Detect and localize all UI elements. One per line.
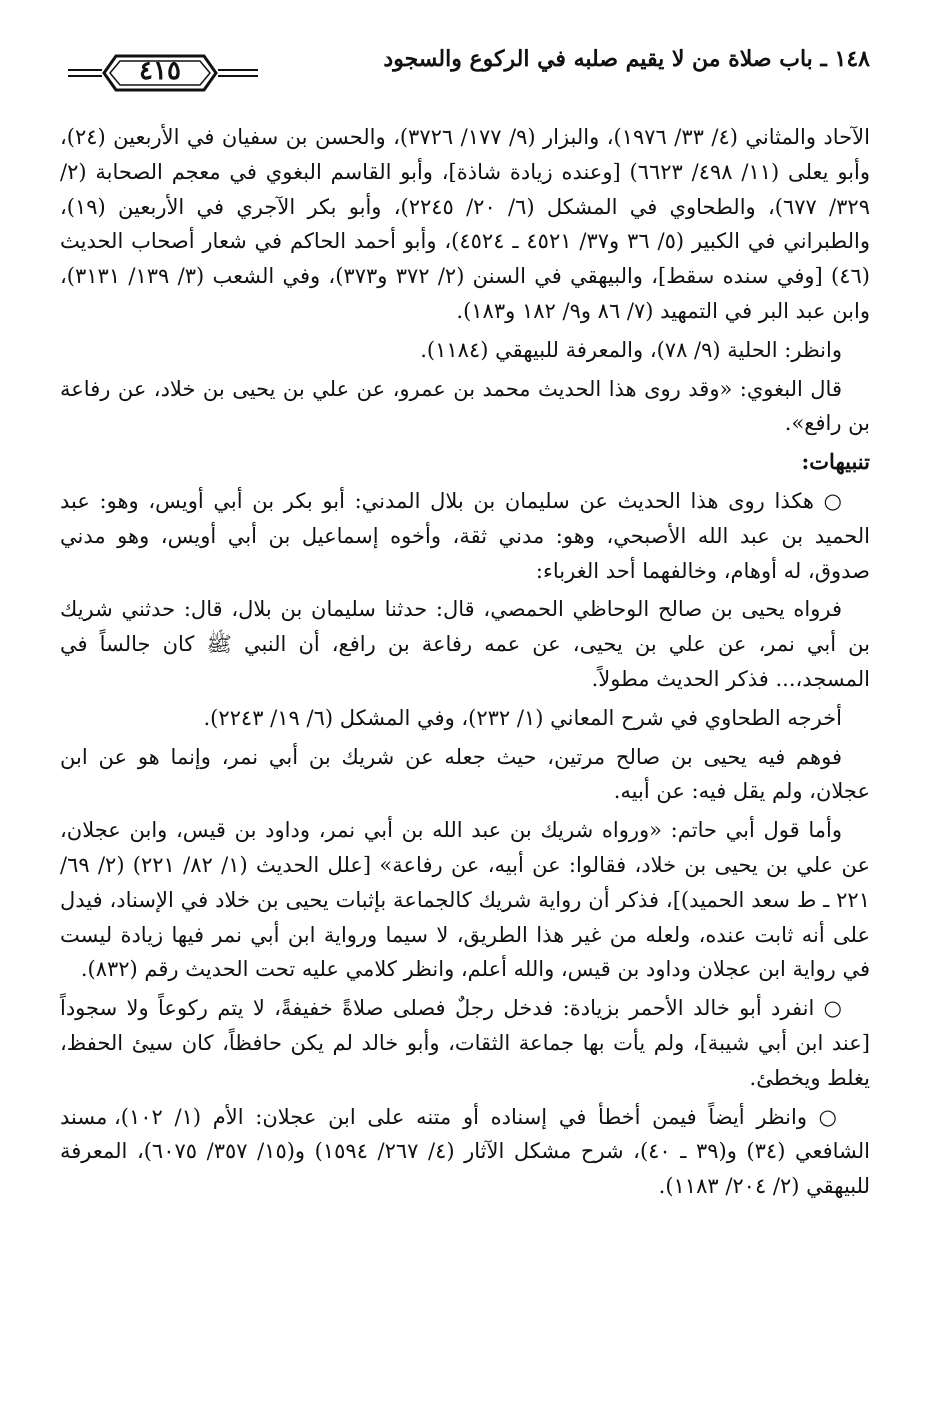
paragraph-see-also: وانظر: الحلية (٩/ ٧٨)، والمعرفة للبيهقي (١١٨٤).: [420, 337, 842, 362]
chapter-title: ١٤٨ ـ باب صلاة من لا يقيم صلبه في الركوع والسجود: [383, 46, 870, 72]
paragraph-references: الآحاد والمثاني (٤/ ٣٣/ ١٩٧٦)، والبزار (٩/ ١٧٧/ ٣٧٢٦)، والحسن بن سفيان في الأربعين (٢٤)، وأبو يعلى (١١/ ٤٩٨/ ٦٦٢٣) [وعنده زيادة شاذة]، وأبو القاسم البغوي في معجم الصحابة (٢/ ٣٢٩/ ٦٧٧)، والطحاوي في المشكل (٦/ ٢٠/ ٢٢٤٥)، وأبو بكر الآجري في الأربعين (١٩)، والطبراني في الكبير (٥/ ٣٦ و٣٧/ ٤٥٢١ ـ ٤٥٢٤)، وأبو أحمد الحاكم في شعار أصحاب الحديث (٤٦) [وفي سنده سقط]، والبيهقي في السنن (٢/ ٣٧٢ و٣٧٣)، وفي الشعب (٣/ ١٣٩/ ٣١٣١)، وابن عبد البر في التمهيد (٧/ ٨٦ و٩/ ١٨٢ و١٨٣).: [60, 125, 870, 323]
section-heading: تنبيهات:: [801, 449, 870, 475]
paragraph-wahm: فوهم فيه يحيى بن صالح مرتين، حيث جعله عن شريك بن أبي نمر، وإنما هو عن ابن عجلان، ولم يقل فيه: عن أبيه.: [60, 744, 870, 804]
paragraph-note-1: ○ هكذا روى هذا الحديث عن سليمان بن بلال المدني: أبو بكر بن أبي أويس، وهو: عبد الحميد بن عبد الله الأصبحي، وهو: مدني ثقة، وأخوه إسماعيل بن أبي أويس، وهو مدني صدوق، له أوهام، وخالفهما أحد الغرباء:: [60, 488, 870, 583]
paragraph-tahawi: أخرجه الطحاوي في شرح المعاني (١/ ٢٣٢)، وفي المشكل (٦/ ١٩/ ٢٢٤٣).: [203, 705, 842, 730]
page-number-ornament: [68, 52, 378, 96]
paragraph-abi-hatim: وأما قول أبي حاتم: «ورواه شريك بن عبد الله بن أبي نمر، وداود بن قيس، وابن عجلان، عن علي بن يحيى بن خلاد، فقالوا: عن أبيه، عن رفاعة» [علل الحديث (١/ ٨٢/ ٢٢١) (٢/ ٦٩/ ٢٢١ ـ ط سعد الحميد)]، فذكر أن رواية شريك كالجماعة بإثبات يحيى بن خلاد في الإسناد، فيدل على أنه ثابت عنده، ولعله من غير هذا الطريق، لا سيما ورواية ابن أبي نمر فيها زيادة ليست في رواية ابن عجلان وداود بن قيس، والله أعلم، وانظر كلامي عليه تحت الحديث رقم (٨٣٢).: [60, 818, 870, 982]
paragraph-note-2: ○ انفرد أبو خالد الأحمر بزيادة: فدخل رجلٌ فصلى صلاةً خفيفةً، لا يتم ركوعاً ولا سجوداً [عند ابن أبي شيبة]، ولم يأت بها جماعة الثقات، وأبو خالد لم يكن حافظاً، كان سيئ الحفظ، يغلط ويخطئ.: [60, 996, 870, 1090]
page-number: ٤١٥: [139, 56, 181, 86]
paragraph-note-1-cont: فرواه يحيى بن صالح الوحاظي الحمصي، قال: حدثنا سليمان بن بلال، قال: حدثني شريك بن أبي نمر، عن علي بن يحيى، عن عمه رفاعة بن رافع، أن النبي ﷺ كان جالساً في المسجد،... فذكر الحديث مطولاً.: [60, 597, 870, 691]
page-header: [68, 40, 870, 110]
paragraph-note-3: ○ وانظر أيضاً فيمن أخطأ في إسناده أو متنه على ابن عجلان: الأم (١/ ١٠٢)، مسند الشافعي (٣٤) و(٣٩ ـ ٤٠)، شرح مشكل الآثار (٤/ ٢٦٧/ ١٥٩٤) و(١٥/ ٣٥٧/ ٦٠٧٥)، المعرفة للبيهقي (٢/ ٢٠٤/ ١١٨٣).: [60, 1104, 870, 1199]
paragraph-baghawi: قال البغوي: «وقد روى هذا الحديث محمد بن عمرو، عن علي بن يحيى بن خلاد، عن رفاعة بن رافع».: [60, 376, 870, 436]
page-body: [60, 120, 870, 1208]
